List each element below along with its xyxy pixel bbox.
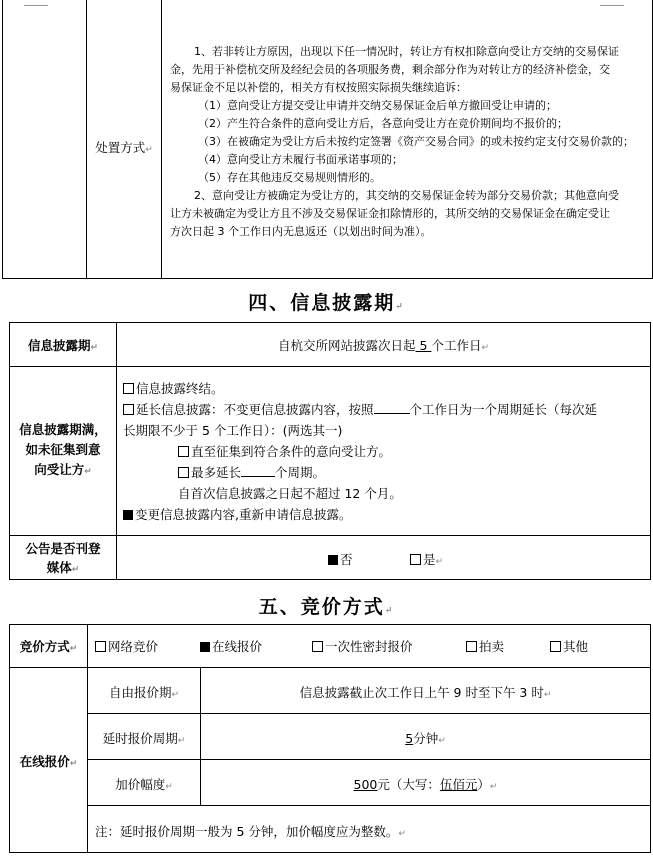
extend-checkbox[interactable]	[123, 404, 134, 415]
expiry-label: 信息披露期满， 如未征集到意 向受让方↵	[19, 422, 107, 477]
list-item: （3）在被确定为受让方后未按约定签署《资产交易合同》的或未按约定支付交易价款的；	[198, 135, 634, 148]
para2-line: 方次日起 3 个工作日内无息返还（以划出时间为准）。	[170, 225, 432, 238]
delay-period-value: 5分钟↵	[405, 731, 446, 746]
change-checkbox-checked[interactable]	[123, 510, 133, 520]
free-quote-label: 自由报价期↵	[108, 685, 180, 700]
media-no-option[interactable]: 否	[328, 550, 353, 568]
table-row-line	[87, 713, 651, 714]
list-item: （5）存在其他违反交易规则情形的。	[198, 171, 381, 184]
table-divider	[116, 322, 117, 580]
list-item: （4）意向受让方未履行书面承诺事项的；	[198, 153, 403, 166]
disposal-content	[170, 43, 650, 241]
table-row-line	[87, 805, 651, 806]
auction-checkbox[interactable]	[466, 641, 477, 652]
list-item: （1）意向受让方提交受让申请并交纳交易保证金后单方撤回受让申请的；	[198, 99, 557, 112]
increment-value: 500元（大写：伍佰元）↵	[353, 777, 498, 792]
disclosure-period-label: 信息披露期↵	[27, 338, 99, 353]
end-option-label: 信息披露终结。	[136, 381, 224, 396]
table-row-line	[9, 366, 651, 367]
method-online[interactable]: 在线报价	[200, 637, 262, 655]
media-yes-option[interactable]: 是↵	[410, 550, 443, 568]
sealed-checkbox[interactable]	[312, 641, 323, 652]
no-checkbox-checked[interactable]	[328, 555, 338, 565]
bidding-method-label: 竞价方式↵	[19, 639, 78, 654]
table-row-line	[9, 535, 651, 536]
section5-heading: 五、竞价方式↵	[258, 596, 395, 618]
online-quote-label: 在线报价↵	[19, 754, 78, 769]
para2-line: 让方未被确定为受让方且不涉及交易保证金扣除情形的，其所交纳的交易保证金在确定受让	[170, 207, 610, 220]
list-item: （2）产生符合条件的意向受让方后，各意向受让方在竞价期间均不报价的；	[198, 117, 568, 130]
end-checkbox[interactable]	[123, 383, 134, 394]
extend-days-blank[interactable]	[374, 413, 410, 414]
para1-line: 易保证金不足以补偿的，相关方有权按照实际损失继续追诉：	[170, 81, 467, 94]
media-label: 公告是否刊登 媒体↵	[25, 541, 101, 575]
section4-heading: 四、信息披露期↵	[248, 292, 405, 314]
bidding-note: 注：延时报价周期一般为 5 分钟，加价幅度应为整数。↵	[95, 824, 406, 839]
delay-period-label: 延时报价周期↵	[102, 731, 186, 746]
max-cycles-blank[interactable]	[241, 476, 275, 477]
max-extend-checkbox[interactable]	[178, 467, 189, 478]
para1-line: 金，先用于补偿杭交所及经纪会员的各项服务费，剩余部分作为对转让方的经济补偿金，交	[170, 63, 610, 76]
expiry-options: 信息披露终结。 延长信息披露：不变更信息披露内容，按照 个工作日为一个周期延长（每次延 长期限不少于 5 个工作日）：(两选其一) 直至征集到符合条件的意向受让方。 最多延长 个周期。 自首次信息披露之日起不超过 12 个月。 变更信息披露内容,重新申请信息披露。	[123, 381, 598, 522]
increment-label: 加价幅度↵	[115, 777, 173, 792]
other-checkbox[interactable]	[550, 641, 561, 652]
method-sealed[interactable]: 一次性密封报价	[312, 637, 413, 655]
disclosure-period-value: 自杭交所网站披露次日起 5 个工作日↵	[278, 338, 489, 353]
table-divider	[161, 0, 162, 279]
method-auction[interactable]: 拍卖	[466, 637, 504, 655]
method-other[interactable]: 其他	[550, 637, 588, 655]
network-checkbox[interactable]	[95, 641, 106, 652]
yes-checkbox[interactable]	[410, 554, 421, 565]
table-row-line	[9, 667, 651, 668]
method-network[interactable]: 网络竞价	[95, 637, 158, 655]
para1-line: 1、若非转让方原因，出现以下任一情况时，转让方有权扣除意向受让方交纳的交易保证	[194, 45, 619, 58]
online-checkbox-checked[interactable]	[200, 642, 210, 652]
disposal-method-label: 处置方式↵	[95, 140, 153, 155]
para2-line: 2、意向受让方被确定为受让方的，其交纳的交易保证金转为部分交易价款；其他意向受	[194, 189, 619, 202]
table-row-line	[87, 759, 651, 760]
until-found-checkbox[interactable]	[178, 446, 189, 457]
free-quote-value: 信息披露截止次工作日上午 9 时至下午 3 时↵	[299, 685, 552, 700]
